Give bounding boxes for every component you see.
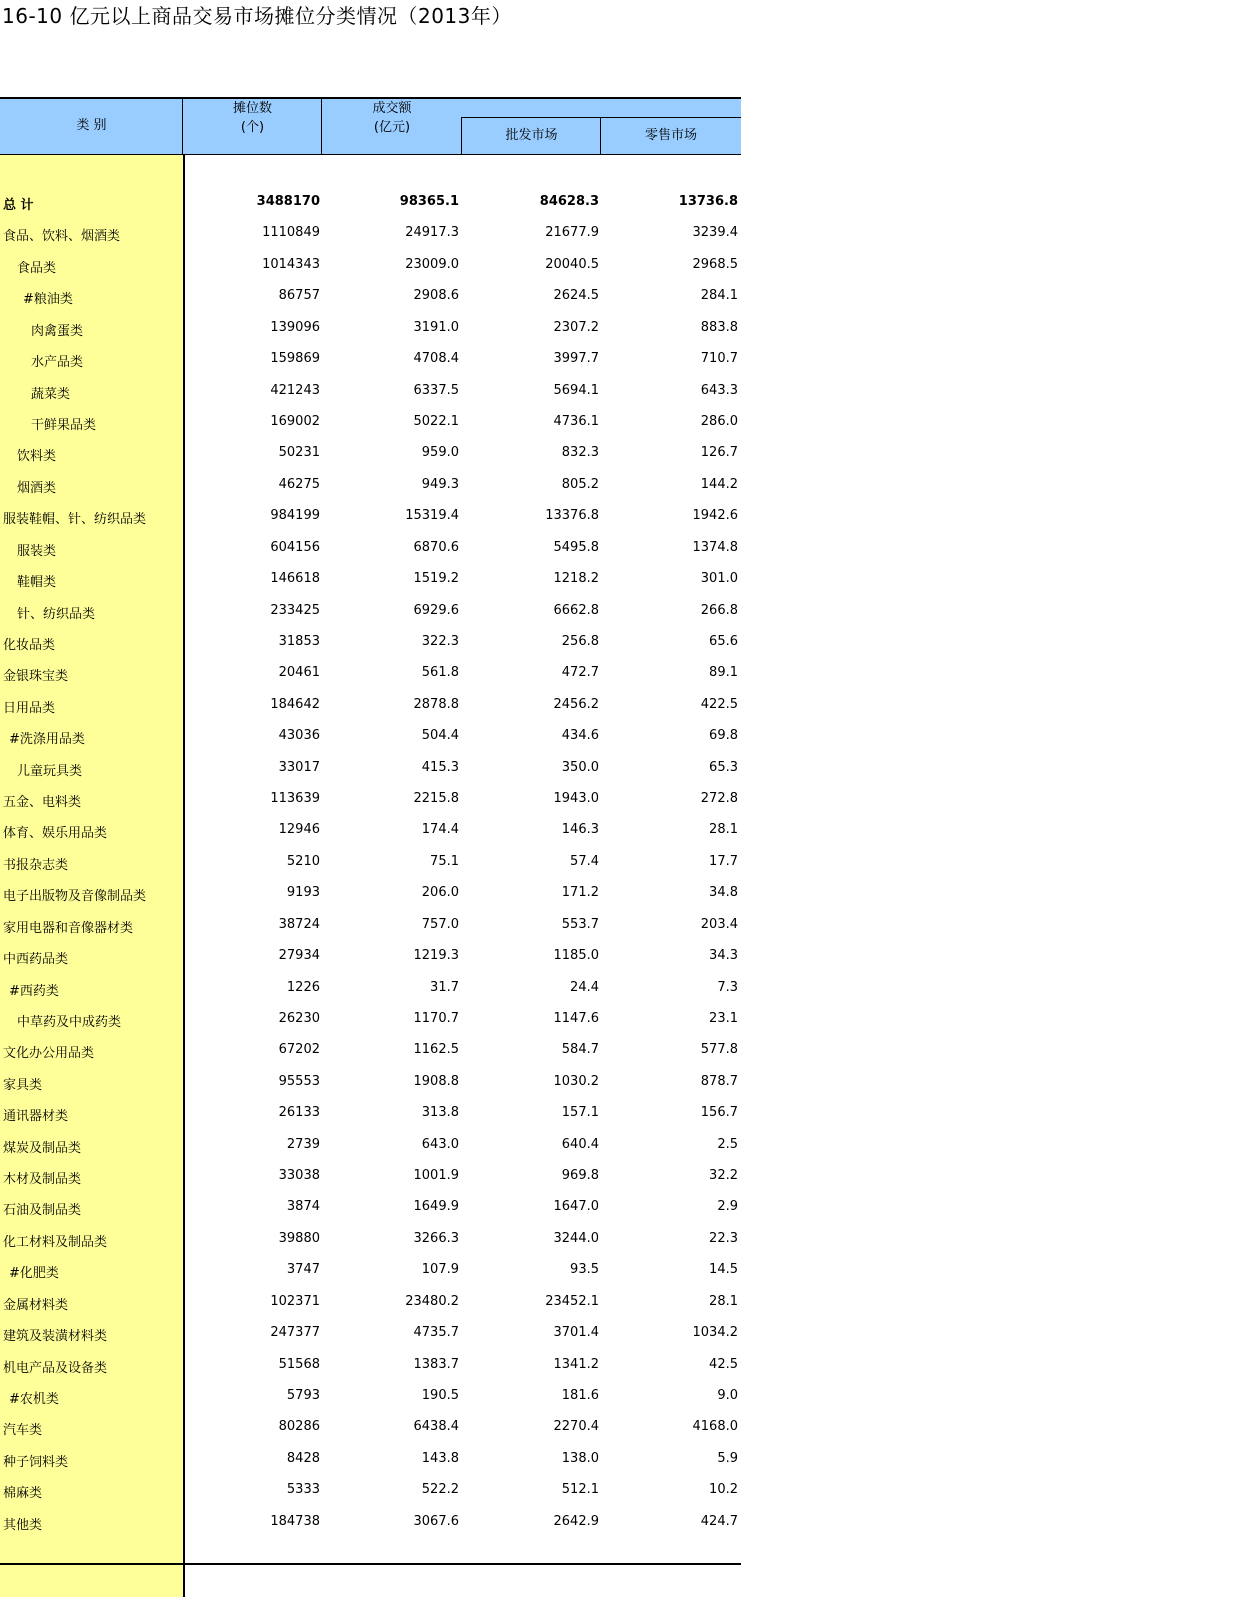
row-label: 服装类 [17,543,57,559]
row-label: 饮料类 [17,449,57,465]
cell-stalls: 95553 [278,1073,320,1089]
cell-turnover: 24917.3 [405,225,459,241]
table-row [0,564,741,595]
row-label: #粮油类 [23,292,73,308]
table-row [0,721,741,752]
cell-stalls: 184738 [270,1513,320,1529]
cell-turnover: 190.5 [421,1388,459,1403]
header-turnover-unit: (亿元) [373,120,411,135]
cell-stalls: 102371 [270,1293,320,1309]
table-row [0,1035,741,1066]
cell-retail: 10.2 [709,1482,738,1498]
cell-wholesale: 2456.2 [553,696,599,712]
table-row [0,1224,741,1255]
cell-wholesale: 1943.0 [553,791,599,806]
cell-turnover: 322.3 [421,633,459,649]
cell-stalls: 27934 [278,948,320,964]
cell-stalls: 3874 [286,1199,320,1215]
cell-turnover: 2908.6 [413,288,459,304]
table-bottom-border [0,1563,741,1565]
table-row [0,910,741,941]
row-label: 其他类 [3,1517,43,1533]
row-label: 儿童玩具类 [17,763,83,779]
row-label: 石油及制品类 [3,1203,82,1219]
table-row [0,1475,741,1506]
cell-turnover: 1908.8 [413,1073,459,1089]
cell-retail: 32.2 [709,1168,738,1183]
cell-retail: 126.7 [700,445,738,461]
cell-wholesale: 5694.1 [553,382,599,398]
table-row [0,344,741,375]
cell-wholesale: 84628.3 [539,194,599,209]
cell-stalls: 146618 [270,571,320,586]
row-label: 汽车类 [3,1423,43,1439]
row-label: 五金、电料类 [3,795,82,810]
table-row [0,281,741,312]
cell-retail: 1034.2 [692,1325,738,1341]
cell-retail: 22.3 [709,1230,738,1246]
cell-wholesale: 256.8 [561,633,599,649]
cell-turnover: 4708.4 [413,351,459,367]
row-label: 化工材料及制品类 [3,1234,108,1250]
cell-turnover: 5022.1 [413,413,459,429]
cell-wholesale: 57.4 [570,853,599,869]
table-row [0,407,741,438]
cell-stalls: 67202 [278,1042,320,1058]
cell-turnover: 107.9 [421,1262,459,1278]
cell-turnover: 522.2 [421,1482,459,1498]
header-stalls-unit: (个) [240,120,265,135]
cell-wholesale: 13376.8 [545,508,599,524]
table-row [0,376,741,407]
row-label: 机电产品及设备类 [3,1360,108,1376]
cell-retail: 34.8 [709,885,738,901]
row-label: 水产品类 [31,355,84,371]
cell-turnover: 23009.0 [405,256,459,272]
cell-turnover: 2878.8 [413,696,459,712]
cell-stalls: 33017 [278,759,320,775]
cell-wholesale: 2624.5 [553,288,599,304]
cell-turnover: 1383.7 [413,1356,459,1372]
row-label: 棉麻类 [3,1486,43,1502]
cell-stalls: 31853 [278,633,320,649]
cell-retail: 23.1 [709,1010,738,1026]
cell-turnover: 643.0 [421,1136,459,1152]
cell-retail: 878.7 [700,1073,738,1089]
cell-turnover: 143.8 [421,1450,459,1466]
cell-wholesale: 2270.4 [553,1419,599,1435]
cell-wholesale: 5495.8 [553,539,599,555]
cell-wholesale: 1147.6 [553,1010,599,1026]
cell-retail: 710.7 [700,351,738,367]
cell-turnover: 949.3 [421,476,459,492]
cell-wholesale: 3701.4 [553,1325,599,1341]
table-row [0,973,741,1004]
cell-wholesale: 512.1 [561,1482,599,1498]
cell-stalls: 169002 [270,413,320,429]
cell-wholesale: 21677.9 [545,225,599,241]
cell-retail: 34.3 [709,948,738,964]
cell-wholesale: 350.0 [561,759,599,775]
cell-wholesale: 1647.0 [553,1199,599,1215]
row-label: 家用电器和音像器材类 [3,920,134,936]
cell-turnover: 3067.6 [413,1513,459,1529]
row-label: 服装鞋帽、针、纺织品类 [3,512,147,528]
cell-stalls: 3747 [286,1262,320,1278]
cell-wholesale: 157.1 [561,1105,599,1121]
cell-turnover: 504.4 [421,728,459,744]
cell-stalls: 50231 [278,445,320,461]
cell-stalls: 9193 [286,885,320,901]
header-stalls: 摊位数 [232,101,272,116]
cell-turnover: 415.3 [421,759,459,775]
cell-stalls: 2739 [286,1136,320,1152]
cell-stalls: 604156 [270,539,320,555]
cell-stalls: 184642 [270,696,320,712]
row-label: 化妆品类 [3,637,56,653]
cell-retail: 286.0 [700,413,738,429]
table-row [0,627,741,658]
cell-stalls: 5210 [286,853,320,869]
cell-retail: 301.0 [700,571,738,586]
table-header [0,97,741,155]
row-label: 金银珠宝类 [3,669,69,685]
cell-turnover: 3266.3 [413,1230,459,1246]
cell-stalls: 26133 [278,1105,320,1121]
table-row [0,815,741,846]
cell-wholesale: 93.5 [570,1262,599,1278]
cell-stalls: 33038 [278,1168,320,1183]
row-label: #洗涤用品类 [9,732,85,748]
cell-retail: 28.1 [709,1293,738,1309]
table-row [0,1318,741,1349]
cell-wholesale: 434.6 [561,728,599,744]
cell-wholesale: 584.7 [561,1042,599,1058]
row-label: 中西药品类 [3,952,69,968]
row-label: 鞋帽类 [17,575,57,590]
row-label: 干鲜果品类 [31,417,97,433]
header-divider [182,99,183,155]
row-label: 书报杂志类 [3,857,69,873]
cell-wholesale: 23452.1 [545,1293,599,1309]
cell-turnover: 3191.0 [413,319,459,335]
row-label: 金属材料类 [3,1297,69,1313]
cell-retail: 643.3 [700,382,738,398]
cell-turnover: 959.0 [421,445,459,461]
header-retail: 零售市场 [644,128,697,143]
cell-stalls: 80286 [278,1419,320,1435]
cell-wholesale: 1341.2 [553,1356,599,1372]
table-row [0,1287,741,1318]
cell-stalls: 113639 [270,791,320,806]
cell-stalls: 86757 [278,288,320,304]
row-label: #化肥类 [9,1266,59,1282]
row-label: 体育、娱乐用品类 [3,826,108,842]
row-label: 通讯器材类 [3,1109,69,1125]
cell-turnover: 1170.7 [413,1010,459,1026]
header-divider [461,118,462,155]
cell-wholesale: 472.7 [561,665,599,681]
cell-turnover: 75.1 [430,853,459,869]
cell-turnover: 757.0 [421,916,459,932]
cell-turnover: 1649.9 [413,1199,459,1215]
row-label: 文化办公用品类 [3,1046,95,1062]
cell-stalls: 51568 [278,1356,320,1372]
row-label: 食品、饮料、烟酒类 [3,229,121,245]
cell-turnover: 1219.3 [413,948,459,964]
table-row [0,1161,741,1192]
cell-turnover: 1001.9 [413,1168,459,1183]
cell-wholesale: 640.4 [561,1136,599,1152]
header-subdivider [461,117,741,118]
table-row [0,218,741,249]
cell-wholesale: 1030.2 [553,1073,599,1089]
cell-turnover: 1519.2 [413,571,459,586]
table-row [0,784,741,815]
row-label: 种子饲料类 [3,1454,69,1470]
cell-wholesale: 171.2 [561,885,599,901]
cell-wholesale: 832.3 [561,445,599,461]
header-divider [600,118,601,155]
table-row [0,1412,741,1443]
table-row [0,1507,741,1538]
cell-stalls: 1014343 [262,256,320,272]
row-label: 家具类 [3,1077,43,1093]
table-row [0,438,741,469]
cell-retail: 424.7 [700,1513,738,1529]
cell-retail: 883.8 [700,319,738,335]
table-row [0,1381,741,1412]
row-label: 中草药及中成药类 [17,1014,122,1030]
cell-stalls: 139096 [270,319,320,335]
row-label: 电子出版物及音像制品类 [3,889,147,905]
table-row [0,187,741,218]
header-category: 类 别 [76,118,107,133]
cell-retail: 284.1 [700,288,738,304]
cell-turnover: 6438.4 [413,1419,459,1435]
cell-stalls: 984199 [270,508,320,524]
cell-stalls: 1110849 [262,225,320,241]
cell-retail: 65.6 [709,633,738,649]
cell-retail: 2968.5 [692,256,738,272]
cell-stalls: 39880 [278,1230,320,1246]
cell-retail: 422.5 [700,696,738,712]
cell-retail: 9.0 [717,1388,738,1403]
cell-retail: 266.8 [700,602,738,618]
cell-stalls: 20461 [278,665,320,681]
row-label: 烟酒类 [17,480,57,496]
cell-wholesale: 969.8 [561,1168,599,1183]
cell-wholesale: 2307.2 [553,319,599,335]
cell-stalls: 26230 [278,1010,320,1026]
cell-wholesale: 6662.8 [553,602,599,618]
cell-retail: 89.1 [709,665,738,681]
table-row [0,501,741,532]
cell-retail: 65.3 [709,759,738,775]
row-label: 日用品类 [3,700,56,716]
cell-turnover: 98365.1 [399,194,459,209]
row-label: 针、纺织品类 [17,606,96,622]
row-label: 蔬菜类 [31,386,71,402]
table-row [0,753,741,784]
cell-retail: 203.4 [700,916,738,932]
cell-stalls: 5793 [286,1388,320,1403]
table-row [0,596,741,627]
cell-wholesale: 1218.2 [553,571,599,586]
cell-stalls: 159869 [270,351,320,367]
cell-turnover: 6870.6 [413,539,459,555]
table-row [0,941,741,972]
cell-turnover: 31.7 [430,979,459,995]
cell-retail: 4168.0 [692,1419,738,1435]
cell-stalls: 3488170 [256,194,320,209]
cell-stalls: 43036 [278,728,320,744]
cell-turnover: 6337.5 [413,382,459,398]
cell-turnover: 4735.7 [413,1325,459,1341]
cell-stalls: 5333 [286,1482,320,1498]
cell-retail: 272.8 [700,791,738,806]
cell-retail: 1942.6 [692,508,738,524]
table-row [0,690,741,721]
cell-wholesale: 181.6 [561,1388,599,1403]
data-table [0,97,741,1597]
cell-wholesale: 1185.0 [553,948,599,964]
row-label: 食品类 [17,260,57,276]
table-row [0,533,741,564]
cell-stalls: 46275 [278,476,320,492]
cell-retail: 13736.8 [678,194,738,209]
table-row [0,1444,741,1475]
cell-stalls: 12946 [278,822,320,838]
table-row [0,250,741,281]
cell-stalls: 38724 [278,916,320,932]
table-row [0,1350,741,1381]
table-row [0,313,741,344]
cell-turnover: 313.8 [421,1105,459,1121]
cell-stalls: 1226 [286,979,320,995]
cell-wholesale: 3997.7 [553,351,599,367]
table-row [0,1067,741,1098]
cell-wholesale: 146.3 [561,822,599,838]
cell-retail: 42.5 [709,1356,738,1372]
table-row [0,470,741,501]
cell-retail: 3239.4 [692,225,738,241]
cell-retail: 2.5 [717,1136,738,1152]
cell-wholesale: 805.2 [561,476,599,492]
cell-retail: 69.8 [709,728,738,744]
table-row [0,1255,741,1286]
row-label: 总 计 [3,198,34,213]
cell-wholesale: 553.7 [561,916,599,932]
cell-turnover: 561.8 [421,665,459,681]
cell-turnover: 2215.8 [413,791,459,806]
cell-retail: 28.1 [709,822,738,838]
table-row [0,658,741,689]
table-row [0,878,741,909]
cell-retail: 17.7 [709,853,738,869]
header-turnover: 成交额 [372,101,412,116]
cell-wholesale: 20040.5 [545,256,599,272]
header-divider [321,99,322,155]
cell-wholesale: 24.4 [570,979,599,995]
cell-retail: 5.9 [717,1450,738,1466]
cell-stalls: 421243 [270,382,320,398]
cell-retail: 7.3 [717,979,738,995]
cell-stalls: 8428 [286,1450,320,1466]
cell-turnover: 206.0 [421,885,459,901]
row-label: #西药类 [9,983,59,999]
header-wholesale: 批发市场 [505,128,558,143]
cell-retail: 577.8 [700,1042,738,1058]
cell-retail: 2.9 [717,1199,738,1215]
row-label: 木材及制品类 [3,1172,82,1187]
cell-wholesale: 138.0 [561,1450,599,1466]
row-label: 煤炭及制品类 [3,1140,82,1156]
page-title: 16-10 亿元以上商品交易市场摊位分类情况（2013年） [2,4,512,28]
cell-stalls: 233425 [270,602,320,618]
cell-turnover: 174.4 [421,822,459,838]
cell-retail: 156.7 [700,1105,738,1121]
cell-retail: 144.2 [700,476,738,492]
cell-retail: 14.5 [709,1262,738,1278]
cell-turnover: 1162.5 [413,1042,459,1058]
cell-turnover: 15319.4 [405,508,459,524]
row-label: 肉禽蛋类 [31,323,84,339]
cell-wholesale: 3244.0 [553,1230,599,1246]
table-row [0,1192,741,1223]
cell-turnover: 23480.2 [405,1293,459,1309]
table-row [0,1098,741,1129]
cell-wholesale: 4736.1 [553,413,599,429]
table-row [0,847,741,878]
cell-turnover: 6929.6 [413,602,459,618]
table-row [0,1004,741,1035]
row-label: #农机类 [9,1392,59,1407]
cell-retail: 1374.8 [692,539,738,555]
table-row [0,1130,741,1161]
row-label: 建筑及装潢材料类 [3,1329,108,1345]
cell-stalls: 247377 [270,1325,320,1341]
cell-wholesale: 2642.9 [553,1513,599,1529]
